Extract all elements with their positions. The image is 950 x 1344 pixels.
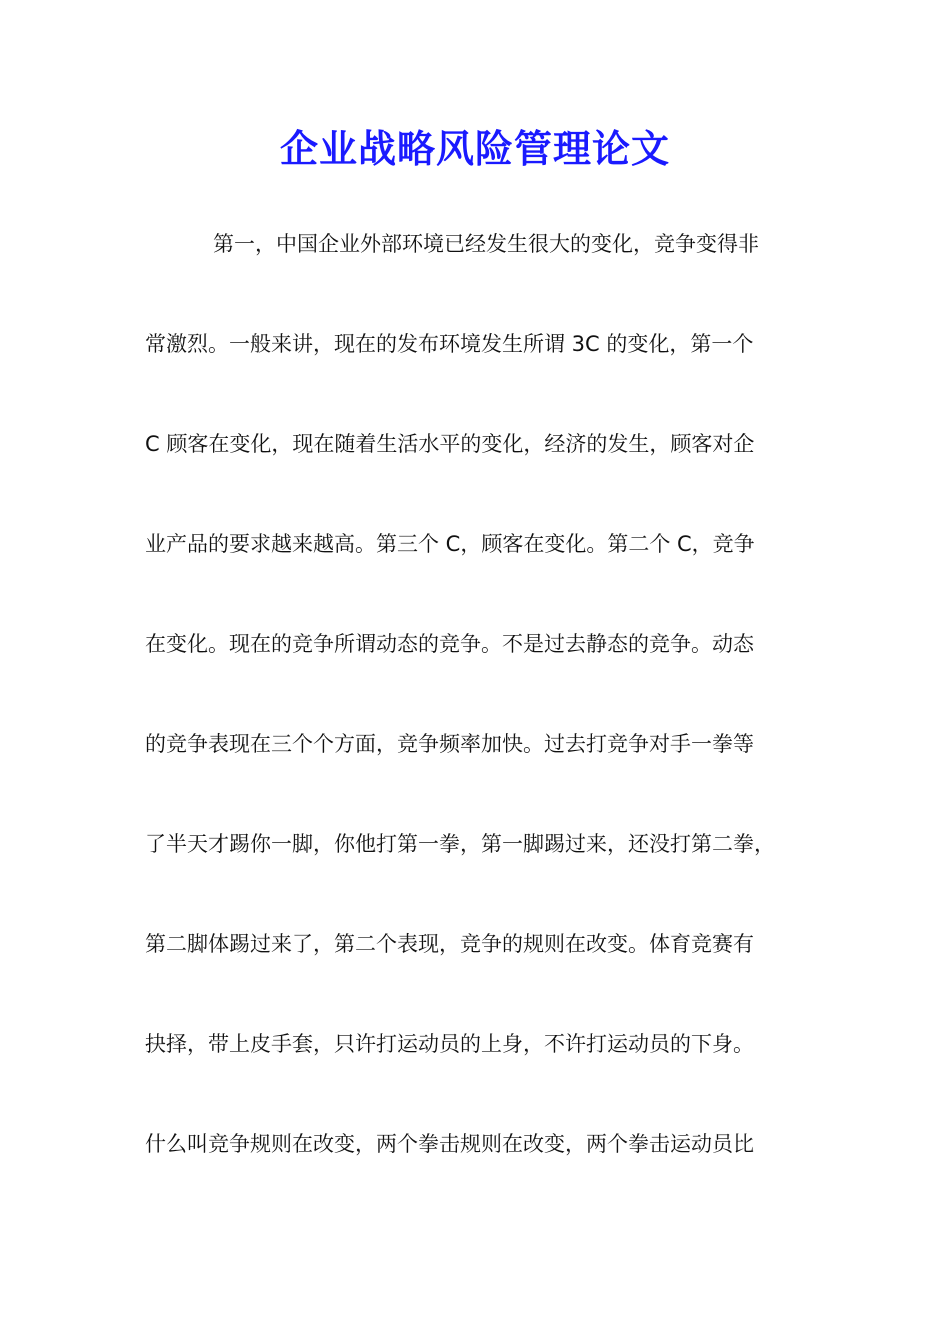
paragraph-line: 业产品的要求越来越高。第三个 C，顾客在变化。第二个 C，竞争 <box>145 532 755 556</box>
paragraph-line: 抉择，带上皮手套，只许打运动员的上身，不许打运动员的下身。 <box>145 1032 754 1056</box>
document-body <box>145 224 810 1224</box>
paragraph-line: 第二脚体踢过来了，第二个表现，竞争的规则在改变。体育竞赛有 <box>145 932 754 956</box>
paragraph-line: 在变化。现在的竞争所谓动态的竞争。不是过去静态的竞争。动态 <box>145 632 754 656</box>
paragraph-line: 常激烈。一般来讲，现在的发布环境发生所谓 3C 的变化，第一个 <box>145 332 754 356</box>
paragraph-line: 的竞争表现在三个个方面，竞争频率加快。过去打竞争对手一拳等 <box>145 732 754 756</box>
paragraph-line: C 顾客在变化，现在随着生活水平的变化，经济的发生，顾客对企 <box>145 432 755 456</box>
paragraph-line: 了半天才踢你一脚，你他打第一拳，第一脚踢过来，还没打第二拳， <box>145 832 775 856</box>
document-title: 企业战略风险管理论文 <box>279 126 670 171</box>
paragraph-line: 第一，中国企业外部环境已经发生很大的变化，竞争变得非 <box>213 232 759 256</box>
paragraph-line: 什么叫竞争规则在改变，两个拳击规则在改变，两个拳击运动员比 <box>145 1132 754 1156</box>
